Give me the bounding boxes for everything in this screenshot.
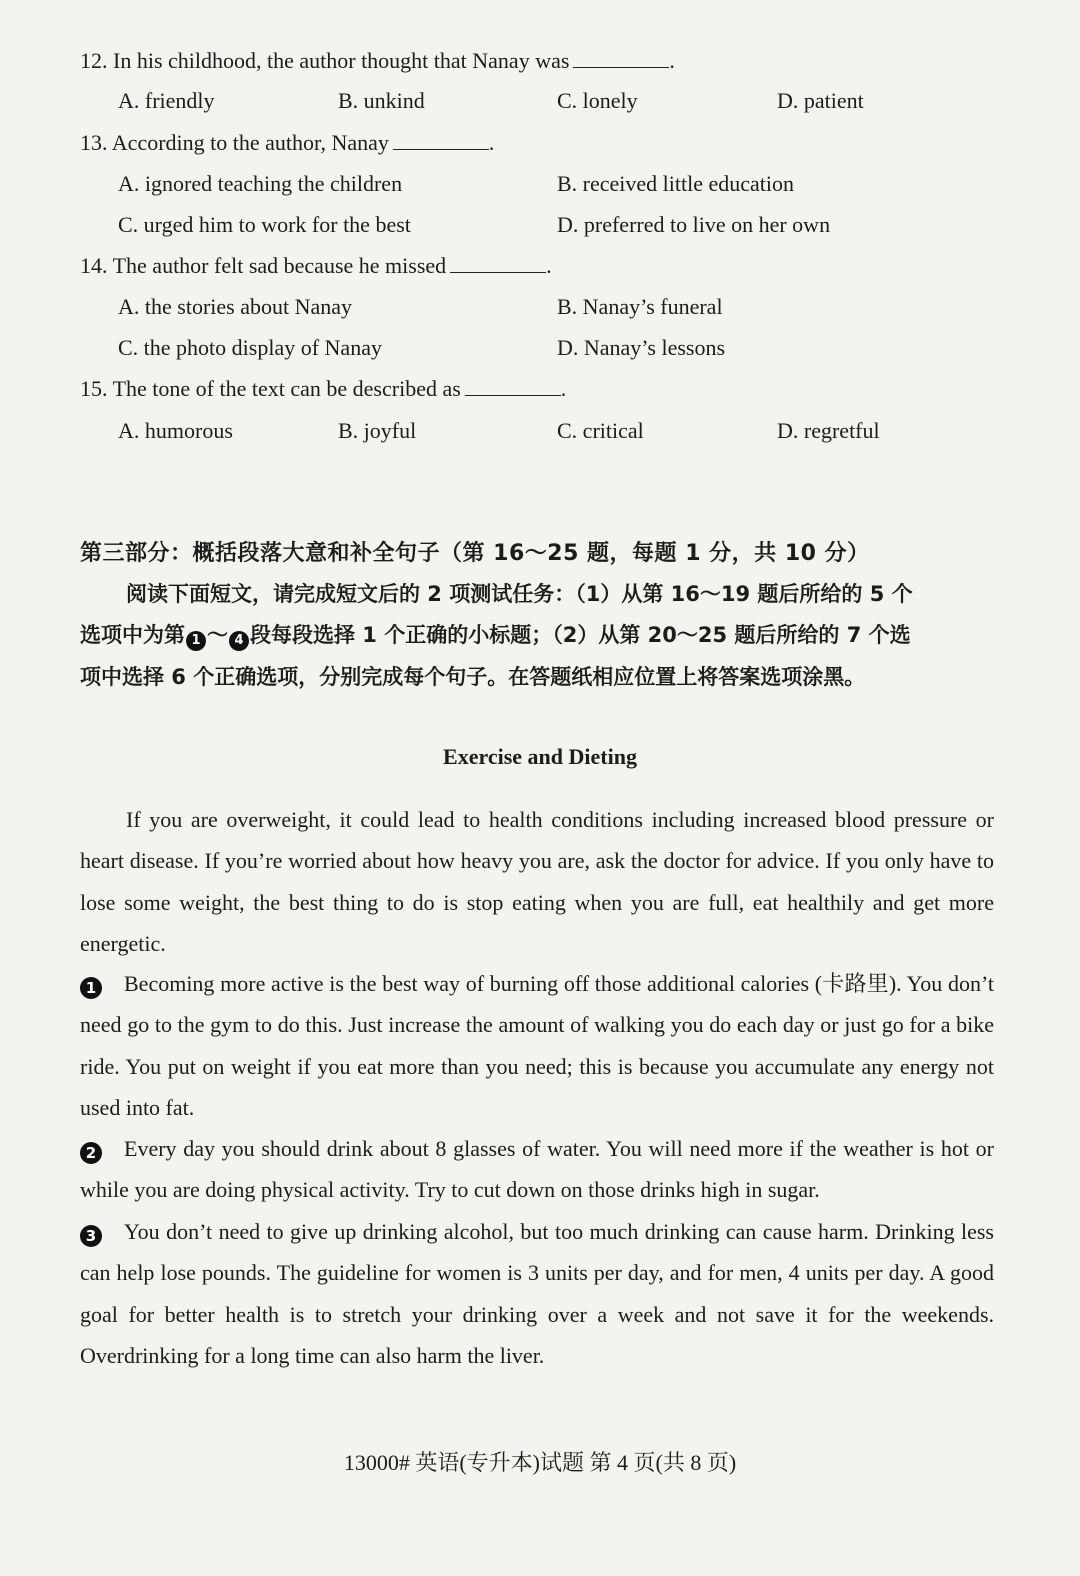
question-stem: 13. According to the author, Nanay bbox=[80, 130, 389, 155]
option-c: C. critical bbox=[557, 418, 644, 443]
option-a: A. friendly bbox=[118, 88, 215, 113]
paragraph-3: 3 You don’t need to give up drinking alcohol, but too much drinking can cause harm. Drinking less can help lose pounds. The guideline for women is 3 units per day, and for men, 4 units per day. A good goal for better health is to stretch your drinking over a week and not save it for the weekends. Overdrinking for a long time can also harm the liver. bbox=[80, 1219, 994, 1368]
option-d: D. Nanay’s lessons bbox=[557, 335, 726, 360]
question-14: 14. The author felt sad because he missed . bbox=[80, 253, 552, 278]
paragraph-marker-icon: 2 bbox=[80, 1142, 102, 1164]
answer-blank bbox=[573, 49, 669, 68]
passage-title: Exercise and Dieting bbox=[443, 744, 637, 769]
option-a: A. ignored teaching the children bbox=[118, 171, 403, 196]
question-stem: 12. In his childhood, the author thought that Nanay was bbox=[80, 48, 570, 73]
answer-blank bbox=[450, 254, 546, 273]
paragraph-marker-icon: 3 bbox=[80, 1225, 102, 1247]
option-d: D. preferred to live on her own bbox=[557, 212, 831, 237]
option-b: B. unkind bbox=[338, 88, 425, 113]
option-c: C. lonely bbox=[557, 88, 638, 113]
option-b: B. received little education bbox=[557, 171, 795, 196]
marker-4-icon: 4 bbox=[229, 631, 249, 651]
question-stem: 15. The tone of the text can be described as bbox=[80, 376, 461, 401]
answer-blank bbox=[393, 131, 489, 150]
option-d: D. patient bbox=[777, 88, 864, 113]
instruction-line-1: 阅读下面短文，请完成短文后的 2 项测试任务：（1）从第 16～19 题后所给的 5 个 bbox=[126, 582, 913, 606]
answer-blank bbox=[465, 377, 561, 396]
question-15: 15. The tone of the text can be described as . bbox=[80, 376, 567, 401]
option-a: A. the stories about Nanay bbox=[118, 294, 352, 319]
question-12: 12. In his childhood, the author thought that Nanay was . bbox=[80, 48, 675, 73]
instruction-line-3: 项中选择 6 个正确选项，分别完成每个句子。在答题纸相应位置上将答案选项涂黑。 bbox=[80, 665, 866, 689]
marker-1-icon: 1 bbox=[186, 631, 206, 651]
option-b: B. Nanay’s funeral bbox=[557, 294, 723, 319]
paragraph-1: 1 Becoming more active is the best way of burning off those additional calories (卡路里). You don’t need go to the gym to do this. Just increase the amount of walking you do each day or just go for a bike ride. You put on weight if you eat more than you need; this is because you accumulate any energy not used into fat. bbox=[80, 971, 994, 1120]
page-footer: 13000# 英语(专升本)试题 第 4 页(共 8 页) bbox=[343, 1450, 737, 1475]
option-d: D. regretful bbox=[777, 418, 880, 443]
question-stem: 14. The author felt sad because he missed bbox=[80, 253, 447, 278]
option-c: C. urged him to work for the best bbox=[118, 212, 411, 237]
paragraph-2: 2 Every day you should drink about 8 glasses of water. You will need more if the weather is hot or while you are doing physical activity. Try to cut down on those drinks high in sugar. bbox=[80, 1136, 994, 1203]
question-13: 13. According to the author, Nanay . bbox=[80, 130, 495, 155]
instruction-line-2: 选项中为第 1 ～ 4 段每段选择 1 个正确的小标题；（2）从第 20～25 题后所给的 7 个选 bbox=[80, 619, 994, 651]
option-c: C. the photo display of Nanay bbox=[118, 335, 382, 360]
passage-intro: If you are overweight, it could lead to health conditions including increased blood pressure or heart disease. If you’re worried about how heavy you are, ask the doctor for advice. If you only have to lose some weight, the best thing to do is stop eating when you are full, eat healthily and get more energetic. bbox=[80, 807, 994, 956]
paragraph-marker-icon: 1 bbox=[80, 977, 102, 999]
section-heading: 第三部分：概括段落大意和补全句子（第 16～25 题，每题 1 分，共 10 分） bbox=[80, 541, 870, 566]
option-b: B. joyful bbox=[338, 418, 417, 443]
option-a: A. humorous bbox=[118, 418, 233, 443]
